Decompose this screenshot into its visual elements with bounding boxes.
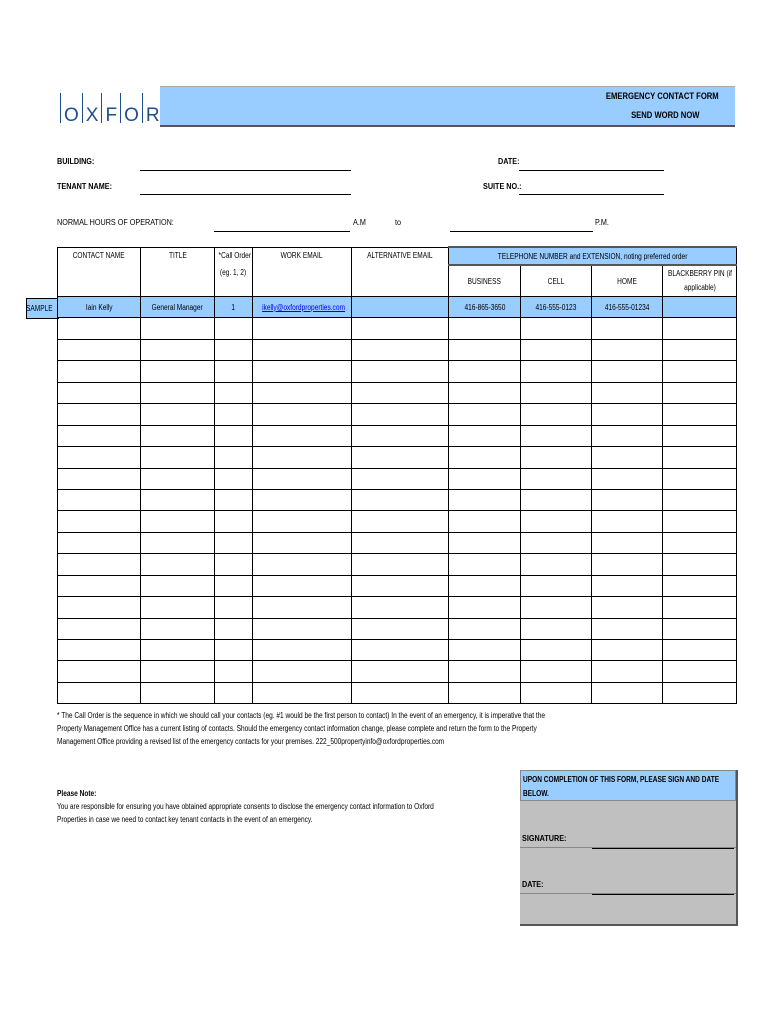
table-cell[interactable] [141,468,215,489]
col-work-email: WORK EMAIL [253,247,352,297]
table-row [58,361,737,382]
table-cell[interactable] [663,618,737,639]
logo-letter: R [145,105,160,126]
table-cell[interactable] [663,489,737,510]
col-telephone-group: TELEPHONE NUMBER and EXTENSION, noting preferred order [449,247,737,265]
table-cell[interactable] [141,597,215,618]
table-cell[interactable] [58,661,141,682]
table-cell[interactable] [58,575,141,596]
table-cell[interactable] [449,682,521,703]
table-cell[interactable] [352,489,449,510]
table-cell[interactable] [215,404,253,425]
table-cell[interactable] [58,618,141,639]
table-cell[interactable] [449,361,521,382]
suite-no-label: SUITE NO.: [483,181,522,191]
sample-blackberry [663,297,737,318]
table-cell[interactable] [253,682,352,703]
table-cell[interactable] [253,468,352,489]
table-cell[interactable] [592,404,663,425]
table-cell[interactable] [521,618,592,639]
table-cell[interactable] [253,339,352,360]
table-cell[interactable] [663,532,737,553]
table-cell[interactable] [663,447,737,468]
table-cell[interactable] [141,532,215,553]
building-label: BUILDING: [57,156,95,166]
table-cell[interactable] [253,382,352,403]
table-cell[interactable] [58,682,141,703]
table-cell[interactable] [141,575,215,596]
table-cell[interactable] [592,339,663,360]
logo-letter: O [124,105,139,126]
table-cell[interactable] [663,339,737,360]
table-cell[interactable] [352,468,449,489]
tenant-name-label: TENANT NAME: [57,181,112,191]
table-cell[interactable] [521,447,592,468]
table-row [58,640,737,661]
sample-name: Iain Kelly [58,297,141,318]
table-cell[interactable] [663,511,737,532]
table-cell[interactable] [663,425,737,446]
table-cell[interactable] [521,661,592,682]
table-cell[interactable] [58,382,141,403]
table-cell[interactable] [449,597,521,618]
table-cell[interactable] [592,554,663,575]
table-cell[interactable] [592,661,663,682]
table-cell[interactable] [215,339,253,360]
please-note-title: Please Note: [57,789,97,798]
table-cell[interactable] [253,597,352,618]
footnote-line: Property Management Office has a current listing of contacts. Should the emergency contact information change, please complete and return the form to the Property [57,724,537,733]
table-cell[interactable] [352,618,449,639]
col-business: BUSINESS [449,265,521,297]
col-contact-name: CONTACT NAME [58,247,141,297]
sample-home: 416-555-01234 [592,297,663,318]
table-cell[interactable] [352,447,449,468]
table-cell[interactable] [592,425,663,446]
table-cell[interactable] [215,554,253,575]
logo-letter: F [105,105,118,126]
building-field[interactable] [140,170,351,171]
table-cell[interactable] [521,425,592,446]
table-cell[interactable] [449,554,521,575]
table-row [58,425,737,446]
table-cell[interactable] [592,468,663,489]
col-home: HOME [592,265,663,297]
table-cell[interactable] [521,511,592,532]
table-cell[interactable] [663,682,737,703]
table-cell[interactable] [521,339,592,360]
signature-heading-line: UPON COMPLETION OF THIS FORM, PLEASE SIGN AND DATE [523,775,720,784]
table-cell[interactable] [253,661,352,682]
table-cell[interactable] [521,575,592,596]
table-cell[interactable] [215,318,253,339]
table-cell[interactable] [215,468,253,489]
table-cell[interactable] [449,618,521,639]
table-cell[interactable] [58,640,141,661]
signature-heading-line: BELOW. [523,789,549,798]
table-cell[interactable] [663,382,737,403]
table-cell[interactable] [215,489,253,510]
date-label: DATE: [498,156,520,166]
table-cell[interactable] [141,682,215,703]
table-row [58,554,737,575]
table-cell[interactable] [215,597,253,618]
table-cell[interactable] [352,339,449,360]
table-cell[interactable] [215,661,253,682]
please-note-line: Properties in case we need to contact key tenant contacts in the event of an emergency. [57,815,313,824]
suite-no-field[interactable] [519,194,664,195]
table-cell[interactable] [449,640,521,661]
table-cell[interactable] [141,618,215,639]
table-cell[interactable] [592,382,663,403]
table-row [58,489,737,510]
hours-start-field[interactable] [214,231,350,232]
table-cell[interactable] [58,554,141,575]
table-row [58,404,737,425]
date-field[interactable] [519,170,664,171]
table-cell[interactable] [521,361,592,382]
signature-box [520,770,738,926]
table-cell[interactable] [352,361,449,382]
table-cell[interactable] [521,532,592,553]
form-subtitle: SEND WORD NOW [630,110,699,120]
table-cell[interactable] [58,489,141,510]
table-cell[interactable] [449,404,521,425]
sample-order: 1 [215,297,253,318]
table-cell[interactable] [521,468,592,489]
table-cell[interactable] [141,339,215,360]
table-cell[interactable] [352,511,449,532]
table-cell[interactable] [58,425,141,446]
table-cell[interactable] [352,597,449,618]
table-cell[interactable] [253,447,352,468]
table-cell[interactable] [58,318,141,339]
table-cell[interactable] [663,468,737,489]
table-cell[interactable] [663,318,737,339]
pm-label: P.M. [595,217,609,227]
table-cell[interactable] [141,447,215,468]
tenant-name-field[interactable] [140,194,351,195]
table-cell[interactable] [215,447,253,468]
hours-end-field[interactable] [450,231,593,232]
call-order-line-1: *Call Order [218,250,252,260]
table-cell[interactable] [352,640,449,661]
table-cell[interactable] [141,489,215,510]
table-cell[interactable] [141,404,215,425]
table-cell[interactable] [592,489,663,510]
table-cell[interactable] [215,618,253,639]
table-cell[interactable] [521,489,592,510]
sample-row [58,297,737,318]
table-cell[interactable] [215,511,253,532]
am-label: A.M [353,217,366,227]
call-order-line-2: (eg. 1, 2) [220,267,247,277]
please-note [57,787,517,826]
table-cell[interactable] [352,554,449,575]
table-cell[interactable] [521,554,592,575]
table-cell[interactable] [58,511,141,532]
table-cell[interactable] [215,382,253,403]
table-cell[interactable] [521,597,592,618]
footnote-line: Management Office providing a revised list of the emergency contacts for your premises. 222_500propertyinfo@oxfordproperties.com [57,737,445,746]
table-cell[interactable] [253,618,352,639]
sample-title: General Manager [141,297,215,318]
table-cell[interactable] [141,554,215,575]
col-call-order [215,247,253,297]
table-cell[interactable] [58,447,141,468]
table-cell[interactable] [253,361,352,382]
table-cell[interactable] [215,575,253,596]
table-cell[interactable] [253,489,352,510]
table-row [58,575,737,596]
table-cell[interactable] [449,532,521,553]
table-cell[interactable] [592,597,663,618]
table-cell[interactable] [253,575,352,596]
table-cell[interactable] [663,404,737,425]
table-cell[interactable] [215,682,253,703]
table-cell[interactable] [253,511,352,532]
table-cell[interactable] [141,318,215,339]
table-cell[interactable] [141,425,215,446]
table-cell[interactable] [141,640,215,661]
table-cell[interactable] [592,640,663,661]
table-cell[interactable] [663,597,737,618]
sample-email-link[interactable]: ikelly@oxfordproperties.com [262,302,345,312]
col-alt-email: ALTERNATIVE EMAIL [352,247,449,297]
table-cell[interactable] [663,640,737,661]
table-cell[interactable] [253,425,352,446]
table-cell[interactable] [253,532,352,553]
table-cell[interactable] [58,597,141,618]
signature-field[interactable] [592,848,734,849]
table-cell[interactable] [449,661,521,682]
table-cell[interactable] [592,575,663,596]
table-row [58,597,737,618]
table-cell[interactable] [521,640,592,661]
table-row [58,447,737,468]
table-row [58,382,737,403]
table-cell[interactable] [449,468,521,489]
table-cell[interactable] [352,382,449,403]
footnote-line: * The Call Order is the sequence in which we should call your contacts (eg. #1 would be the first person to contact) In the event of an emergency, it is imperative that the [57,711,546,720]
table-row [58,618,737,639]
table-cell[interactable] [215,361,253,382]
table-cell[interactable] [141,382,215,403]
contacts-table [57,246,737,704]
table-row [58,468,737,489]
table-cell[interactable] [253,404,352,425]
table-cell[interactable] [352,404,449,425]
table-cell[interactable] [58,532,141,553]
table-row [58,318,737,339]
sample-alt-email [352,297,449,318]
table-cell[interactable] [253,554,352,575]
table-cell[interactable] [58,468,141,489]
form-title: EMERGENCY CONTACT FORM [606,91,719,101]
sample-label: SAMPLE [26,298,59,319]
call-order-footnote [57,709,652,748]
table-row [58,339,737,360]
signature-box-heading [520,770,736,801]
col-title: TITLE [141,247,215,297]
table-cell[interactable] [663,554,737,575]
table-cell[interactable] [253,640,352,661]
table-cell[interactable] [352,682,449,703]
header-band [160,86,735,127]
table-cell[interactable] [449,489,521,510]
sample-email[interactable] [253,297,352,318]
table-cell[interactable] [663,661,737,682]
table-cell[interactable] [449,447,521,468]
signature-label: SIGNATURE: [522,833,567,843]
sample-business: 416-865-3650 [449,297,521,318]
table-cell[interactable] [215,425,253,446]
table-cell[interactable] [352,425,449,446]
table-cell[interactable] [521,318,592,339]
table-cell[interactable] [449,511,521,532]
sample-cell: 416-555-0123 [521,297,592,318]
logo-letter: O [64,105,79,126]
table-cell[interactable] [592,447,663,468]
table-row [58,682,737,703]
table-cell[interactable] [215,640,253,661]
col-cell: CELL [521,265,592,297]
to-label: to [395,217,402,227]
table-cell[interactable] [352,661,449,682]
table-cell[interactable] [592,532,663,553]
col-blackberry: BLACKBERRY PIN (if applicable) [663,265,737,297]
table-cell[interactable] [58,339,141,360]
table-row [58,661,737,682]
table-cell[interactable] [352,318,449,339]
hours-label: NORMAL HOURS OF OPERATION: [57,217,174,227]
table-row [58,532,737,553]
table-cell[interactable] [592,511,663,532]
table-cell[interactable] [141,511,215,532]
table-cell[interactable] [449,318,521,339]
table-cell[interactable] [352,532,449,553]
signature-date-label: DATE: [522,879,544,889]
table-row [58,511,737,532]
logo-letter: X [85,105,99,126]
table-cell[interactable] [663,575,737,596]
table-cell[interactable] [663,361,737,382]
table-cell[interactable] [521,682,592,703]
table-cell[interactable] [253,318,352,339]
table-cell[interactable] [58,361,141,382]
table-cell[interactable] [141,361,215,382]
signature-date-field[interactable] [592,894,734,895]
table-cell[interactable] [592,682,663,703]
table-cell[interactable] [521,382,592,403]
table-cell[interactable] [449,382,521,403]
table-cell[interactable] [58,404,141,425]
table-cell[interactable] [449,339,521,360]
table-cell[interactable] [352,575,449,596]
please-note-line: You are responsible for ensuring you have obtained appropriate consents to disclose the emergency contact information to Oxford [57,802,434,811]
table-cell[interactable] [449,575,521,596]
table-cell[interactable] [449,425,521,446]
table-cell[interactable] [141,661,215,682]
table-cell[interactable] [592,618,663,639]
table-cell[interactable] [592,318,663,339]
table-cell[interactable] [521,404,592,425]
table-cell[interactable] [215,532,253,553]
table-cell[interactable] [592,361,663,382]
